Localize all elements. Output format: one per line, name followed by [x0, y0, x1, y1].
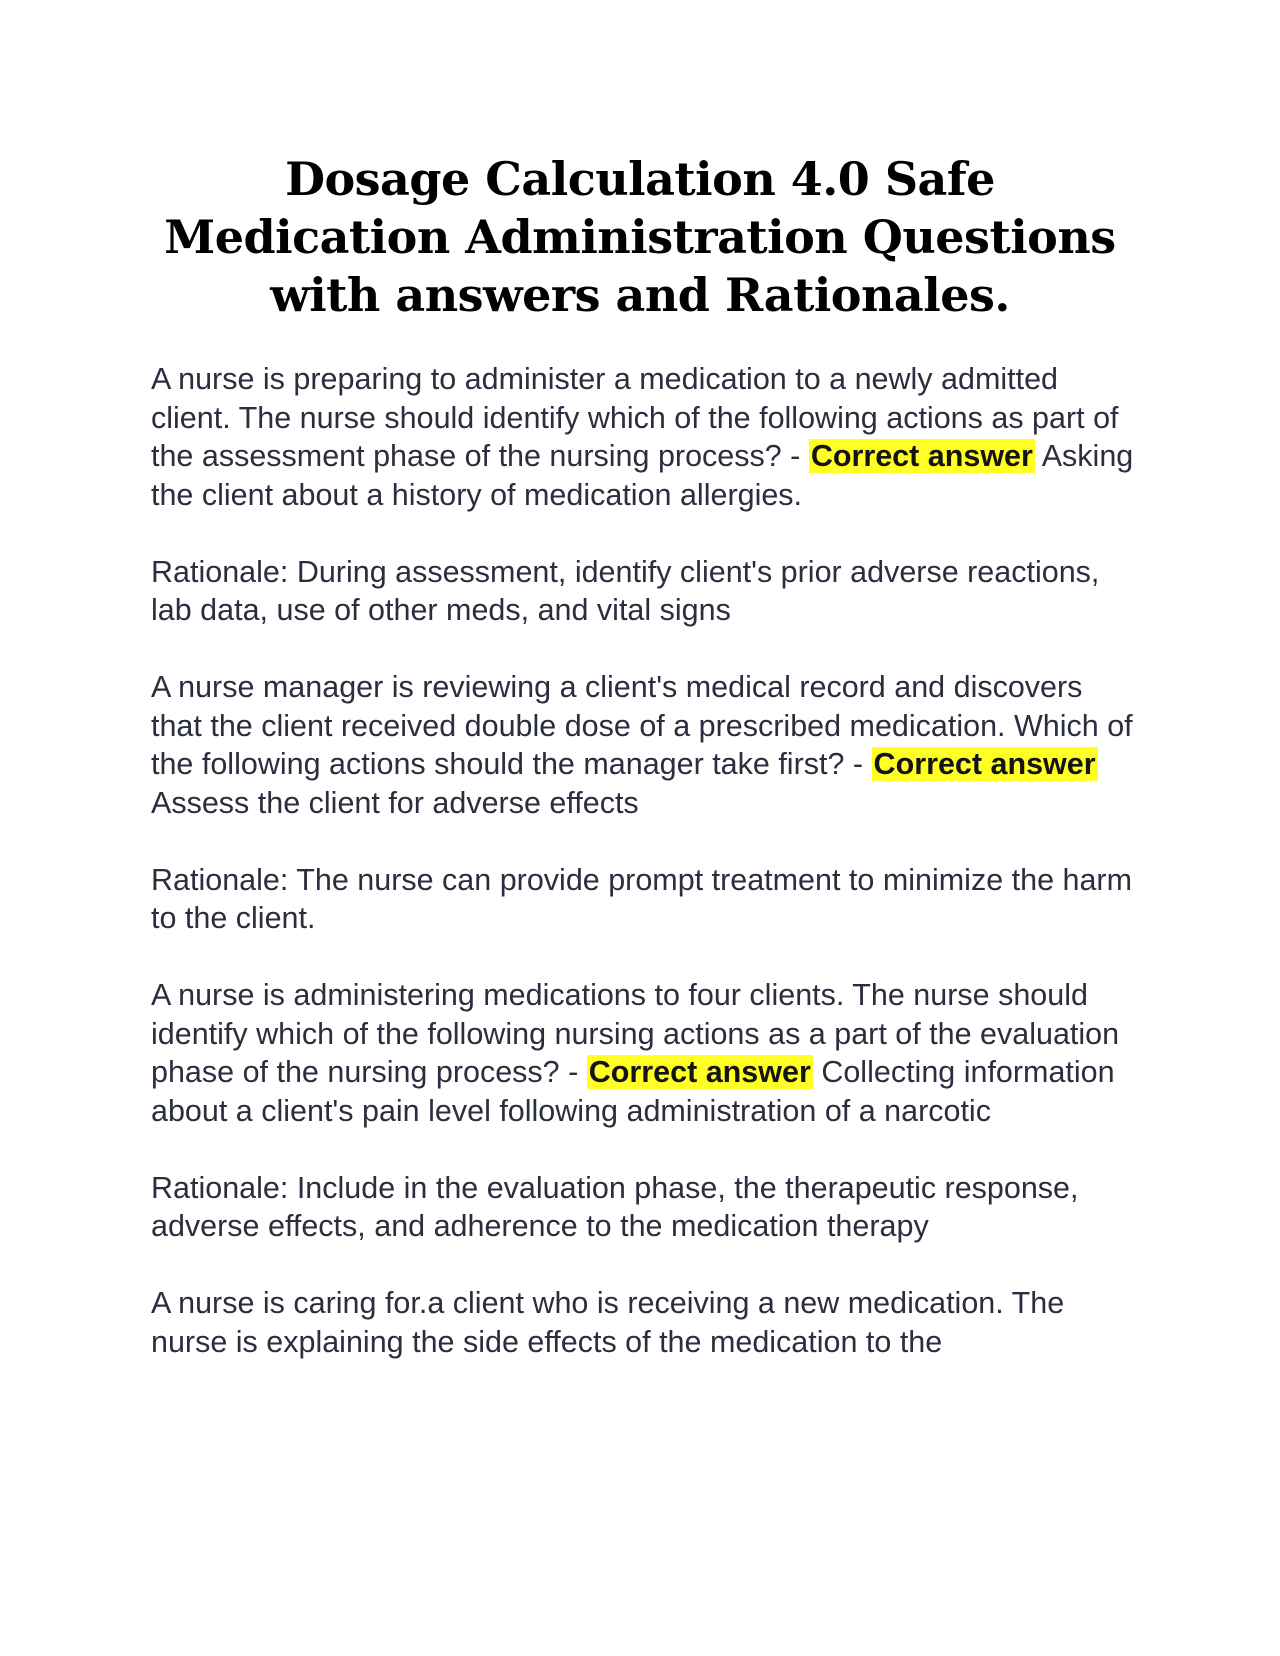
rationale-block-2: Rationale: The nurse can provide prompt treatment to minimize the harm to the client.: [151, 862, 1132, 935]
question-block-4: A nurse is caring for.a client who is receiving a new medication. The nurse is explaining the side effects of the medication to the: [151, 1286, 1065, 1359]
rationale-block-3: Rationale: Include in the evaluation phase, the therapeutic response, adverse effects, and adherence to the medication therapy: [151, 1170, 1079, 1243]
correct-answer-label: Correct answer: [873, 747, 1096, 781]
question-text: A nurse is administering medications to four clients. The nurse should identify which of the following nursing actions as a part of the evaluation phase of the nursing process? -: [151, 978, 1120, 1089]
correct-answer-label: Correct answer: [588, 1055, 811, 1089]
correct-answer-label: Correct answer: [810, 439, 1033, 473]
answer-text: Asking the client about a history of medication allergies.: [151, 439, 1134, 512]
question-block-3: [151, 976, 1136, 1130]
answer-text: Assess the client for adverse effects: [151, 785, 639, 820]
document-title: Dosage Calculation 4.0 Safe Medication Administration Questions with answers and Rationales.: [164, 152, 1116, 322]
question-block-2: [151, 668, 1136, 822]
question-block-1: [151, 360, 1136, 514]
rationale-block-1: Rationale: During assessment, identify client's prior adverse reactions, lab data, use of other meds, and vital signs: [151, 554, 1100, 627]
question-text: A nurse manager is reviewing a client's medical record and discovers that the client received double dose of a prescribed medication. Which of the following actions should the manager take first? -: [151, 670, 1133, 781]
question-text: A nurse is preparing to administer a medication to a newly admitted client. The nurse should identify which of the following actions as part of the assessment phase of the nursing process? -: [151, 362, 1119, 473]
document-body: [151, 360, 1136, 1400]
answer-text: Collecting information about a client's pain level following administration of a narcotic: [151, 1055, 1115, 1128]
